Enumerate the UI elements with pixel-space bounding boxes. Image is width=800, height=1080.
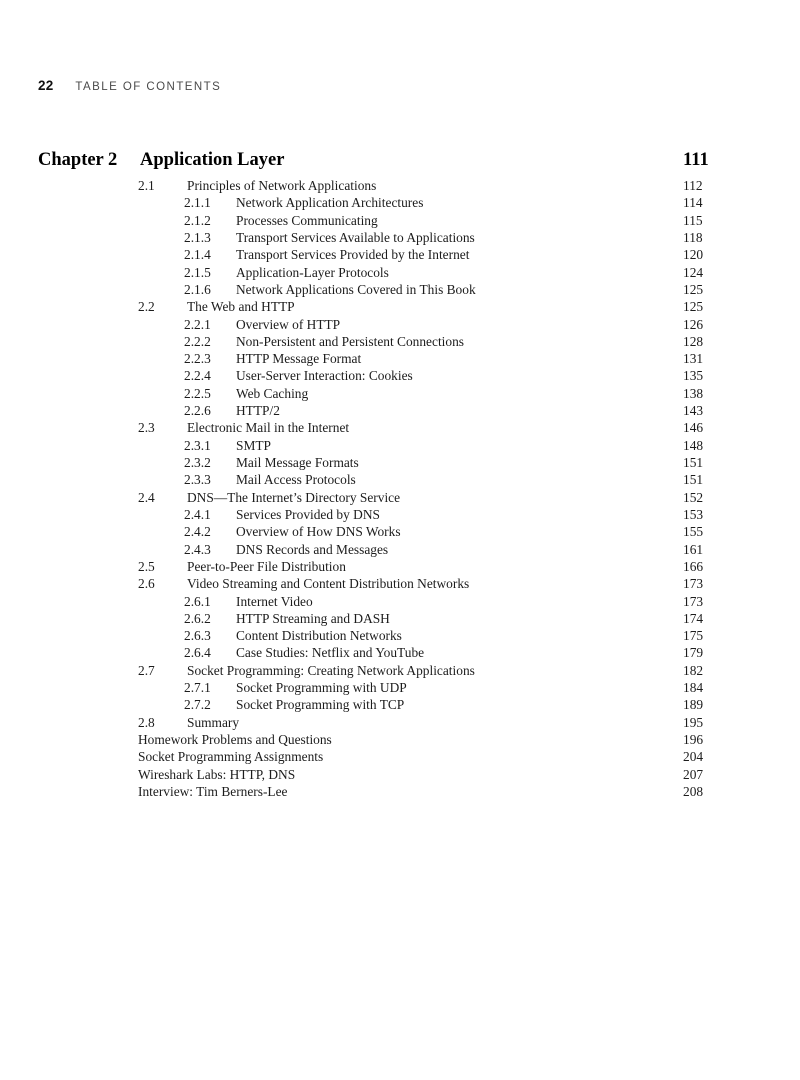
toc-entry-page-number: 112 bbox=[683, 178, 703, 193]
toc-entry-page-number: 124 bbox=[683, 264, 704, 280]
toc-entry-page-number: 151 bbox=[683, 455, 704, 470]
toc-entry-title[interactable]: The Web and HTTP bbox=[187, 299, 295, 315]
toc-entry-title[interactable]: HTTP/2 bbox=[236, 403, 280, 419]
toc-entry-title[interactable]: Case Studies: Netflix and YouTube bbox=[236, 645, 425, 661]
toc-entry[interactable] bbox=[0, 662, 800, 679]
toc-entry[interactable] bbox=[0, 316, 800, 333]
toc-entry-page-number: 153 bbox=[683, 506, 704, 522]
toc-entry-page-number: 120 bbox=[683, 247, 704, 263]
toc-entry-number: 2.2.6 bbox=[184, 403, 211, 419]
toc-entry-number: 2.6.3 bbox=[184, 628, 211, 644]
toc-entry[interactable] bbox=[0, 454, 800, 471]
toc-entry-number: 2.3.1 bbox=[184, 437, 211, 453]
toc-entry-title[interactable]: Socket Programming Assignments bbox=[138, 749, 324, 765]
toc-entry[interactable] bbox=[0, 766, 800, 783]
toc-entry-title[interactable]: Overview of HTTP bbox=[236, 316, 341, 332]
toc-entry[interactable] bbox=[0, 541, 800, 558]
toc-entry-page-number: 173 bbox=[683, 593, 704, 609]
toc-entry-title[interactable]: HTTP Streaming and DASH bbox=[236, 610, 390, 626]
toc-entry-page-number: 196 bbox=[683, 732, 704, 747]
toc-entry-title[interactable]: User-Server Interaction: Cookies bbox=[236, 368, 413, 384]
toc-entry-number: 2.4.2 bbox=[184, 524, 211, 540]
toc-entry-page-number: 166 bbox=[683, 558, 704, 574]
toc-entry-page-number: 182 bbox=[683, 662, 704, 678]
toc-entry-page-number: 175 bbox=[683, 628, 704, 644]
toc-entry-page-number: 148 bbox=[683, 437, 704, 453]
toc-entry-page-number: 146 bbox=[683, 420, 704, 436]
toc-entry[interactable] bbox=[0, 281, 800, 298]
toc-entry-page-number: 126 bbox=[683, 316, 704, 332]
toc-entry-page-number: 143 bbox=[683, 403, 704, 419]
toc-entry[interactable] bbox=[0, 246, 800, 263]
toc-entry-title[interactable]: Mail Access Protocols bbox=[236, 472, 356, 488]
toc-entry[interactable] bbox=[0, 298, 800, 315]
toc-entry-title[interactable]: Transport Services Available to Applications bbox=[236, 229, 475, 245]
toc-entry-number: 2.7 bbox=[138, 662, 155, 678]
toc-entry-number: 2.6 bbox=[138, 576, 155, 592]
toc-entry-title[interactable]: Content Distribution Networks bbox=[236, 628, 402, 644]
running-head-label: TABLE OF CONTENTS bbox=[75, 81, 222, 93]
toc-entry-title[interactable]: Socket Programming with TCP bbox=[236, 697, 405, 713]
toc-entry-title[interactable]: Socket Programming: Creating Network Applications bbox=[187, 662, 475, 678]
chapter-title[interactable]: Application Layer bbox=[140, 150, 285, 170]
toc-entry-number: 2.1.6 bbox=[184, 281, 211, 297]
toc-entry[interactable] bbox=[0, 471, 800, 488]
toc-entry-title[interactable]: Application-Layer Protocols bbox=[236, 264, 389, 280]
toc-entry-title[interactable]: Summary bbox=[187, 714, 240, 730]
toc-entry-title[interactable]: Interview: Tim Berners-Lee bbox=[138, 783, 288, 799]
toc-entry-title[interactable]: Peer-to-Peer File Distribution bbox=[187, 558, 346, 574]
toc-entry[interactable] bbox=[0, 644, 800, 661]
toc-entry[interactable] bbox=[0, 229, 800, 246]
toc-entry-page-number: 189 bbox=[683, 697, 704, 713]
toc-entry-page-number: 138 bbox=[683, 385, 704, 401]
toc-entry-title[interactable]: Principles of Network Applications bbox=[187, 178, 377, 193]
toc-entry-title[interactable]: DNS—The Internet’s Directory Service bbox=[187, 489, 401, 505]
toc-entry[interactable] bbox=[0, 385, 800, 402]
toc-entry[interactable] bbox=[0, 402, 800, 419]
toc-entry-page-number: 118 bbox=[683, 229, 703, 245]
toc-entry-title[interactable]: Wireshark Labs: HTTP, DNS bbox=[138, 766, 296, 782]
toc-entry-number: 2.1.1 bbox=[184, 195, 211, 211]
toc-entry[interactable] bbox=[0, 506, 800, 523]
toc-entry-number: 2.2.4 bbox=[184, 368, 211, 384]
chapter-heading[interactable] bbox=[38, 149, 762, 171]
toc-entry-page-number: 174 bbox=[683, 610, 704, 626]
toc-entry-number: 2.6.4 bbox=[184, 645, 211, 661]
toc-entry-title[interactable]: Web Caching bbox=[236, 385, 309, 401]
toc-entry[interactable] bbox=[0, 367, 800, 384]
toc-entry-number: 2.4.3 bbox=[184, 541, 211, 557]
running-head bbox=[38, 78, 221, 96]
toc-entry-number: 2.2.5 bbox=[184, 385, 211, 401]
toc-entry-title[interactable]: HTTP Message Format bbox=[236, 351, 362, 367]
toc-entry[interactable] bbox=[0, 748, 800, 765]
toc-entry-number: 2.3.3 bbox=[184, 472, 211, 488]
toc-entry-page-number: 155 bbox=[683, 524, 704, 540]
toc-entry[interactable] bbox=[0, 523, 800, 540]
toc-entry-number: 2.7.1 bbox=[184, 680, 211, 696]
toc-entry[interactable] bbox=[0, 679, 800, 696]
toc-entry-title[interactable]: Non-Persistent and Persistent Connections bbox=[236, 333, 464, 349]
toc-entry-page-number: 135 bbox=[683, 368, 704, 384]
toc-entry-title[interactable]: Electronic Mail in the Internet bbox=[187, 420, 350, 436]
page-folio: 22 bbox=[38, 78, 54, 93]
toc-entry-page-number: 207 bbox=[683, 766, 704, 782]
toc-entry[interactable] bbox=[0, 194, 800, 211]
toc-entry-number: 2.8 bbox=[138, 714, 155, 730]
toc-entry-title[interactable]: Processes Communicating bbox=[236, 212, 378, 228]
toc-entry-page-number: 179 bbox=[683, 645, 704, 661]
toc-entry[interactable] bbox=[0, 212, 800, 229]
toc-entry-number: 2.7.2 bbox=[184, 697, 211, 713]
toc-entry[interactable] bbox=[0, 333, 800, 350]
toc-entry-list bbox=[0, 177, 800, 800]
toc-entry[interactable] bbox=[0, 489, 800, 506]
toc-entry[interactable] bbox=[0, 350, 800, 367]
toc-entry[interactable] bbox=[0, 593, 800, 610]
toc-entry-page-number: 173 bbox=[683, 576, 704, 592]
toc-entry-title[interactable]: Socket Programming with UDP bbox=[236, 680, 407, 696]
toc-entry-page-number: 195 bbox=[683, 714, 704, 730]
toc-entry-number: 2.2.3 bbox=[184, 351, 211, 367]
toc-entry-number: 2.1.5 bbox=[184, 264, 211, 280]
toc-entry-number: 2.6.2 bbox=[184, 610, 211, 626]
toc-entry-number: 2.1.2 bbox=[184, 212, 211, 228]
toc-entry[interactable] bbox=[0, 264, 800, 281]
toc-entry-page-number: 204 bbox=[683, 749, 704, 765]
toc-entry-number: 2.2.1 bbox=[184, 316, 211, 332]
toc-entry-title[interactable]: Video Streaming and Content Distribution Networks bbox=[187, 576, 470, 592]
toc-entry-number: 2.3 bbox=[138, 420, 155, 436]
toc-entry-number: 2.6.1 bbox=[184, 593, 211, 609]
toc-entry-number: 2.2.2 bbox=[184, 333, 211, 349]
toc-entry[interactable] bbox=[0, 177, 800, 194]
toc-entry-page-number: 115 bbox=[683, 212, 703, 228]
toc-entry[interactable] bbox=[0, 627, 800, 644]
toc-entry-page-number: 151 bbox=[683, 472, 704, 488]
toc-entry-number: 2.5 bbox=[138, 558, 155, 574]
toc-entry-title[interactable]: Overview of How DNS Works bbox=[236, 524, 401, 540]
toc-entry-number: 2.1 bbox=[138, 178, 155, 193]
toc-entry[interactable] bbox=[0, 696, 800, 713]
toc-entry-page-number: 208 bbox=[683, 783, 704, 799]
toc-entry-number: 2.2 bbox=[138, 299, 155, 315]
toc-entry[interactable] bbox=[0, 558, 800, 575]
toc-entry[interactable] bbox=[0, 783, 800, 800]
toc-entry-title[interactable]: SMTP bbox=[236, 437, 271, 453]
toc-entry-number: 2.4.1 bbox=[184, 506, 211, 522]
toc-entry-page-number: 125 bbox=[683, 299, 704, 315]
toc-entry-page-number: 184 bbox=[683, 680, 704, 696]
toc-entry-title[interactable]: Services Provided by DNS bbox=[236, 506, 380, 522]
toc-entry[interactable] bbox=[0, 419, 800, 436]
toc-entry-number: 2.3.2 bbox=[184, 455, 211, 470]
toc-entry-title[interactable]: Transport Services Provided by the Internet bbox=[236, 247, 470, 263]
chapter-number-label: Chapter 2 bbox=[38, 150, 118, 170]
toc-entry-page-number: 125 bbox=[683, 281, 704, 297]
toc-entry-page-number: 161 bbox=[683, 541, 704, 557]
chapter-page-number: 111 bbox=[683, 150, 709, 170]
toc-entry-title[interactable]: DNS Records and Messages bbox=[236, 541, 389, 557]
toc-entry-title[interactable]: Network Application Architectures bbox=[236, 195, 424, 211]
toc-entry-page-number: 131 bbox=[683, 351, 704, 367]
toc-entry-title[interactable]: Network Applications Covered in This Book bbox=[236, 281, 476, 297]
toc-entry-page-number: 128 bbox=[683, 333, 704, 349]
toc-entry[interactable] bbox=[0, 610, 800, 627]
toc-entry[interactable] bbox=[0, 731, 800, 748]
toc-entry-page-number: 114 bbox=[683, 195, 703, 211]
toc-entry-page-number: 152 bbox=[683, 489, 704, 505]
toc-entry-number: 2.1.3 bbox=[184, 229, 211, 245]
toc-entry[interactable] bbox=[0, 437, 800, 454]
toc-entry[interactable] bbox=[0, 714, 800, 731]
toc-entry-number: 2.4 bbox=[138, 489, 155, 505]
toc-entry-title[interactable]: Internet Video bbox=[236, 593, 313, 609]
toc-entry-title[interactable]: Mail Message Formats bbox=[236, 455, 359, 470]
toc-entry[interactable] bbox=[0, 575, 800, 592]
toc-entry-number: 2.1.4 bbox=[184, 247, 211, 263]
toc-entry-title[interactable]: Homework Problems and Questions bbox=[138, 732, 332, 747]
